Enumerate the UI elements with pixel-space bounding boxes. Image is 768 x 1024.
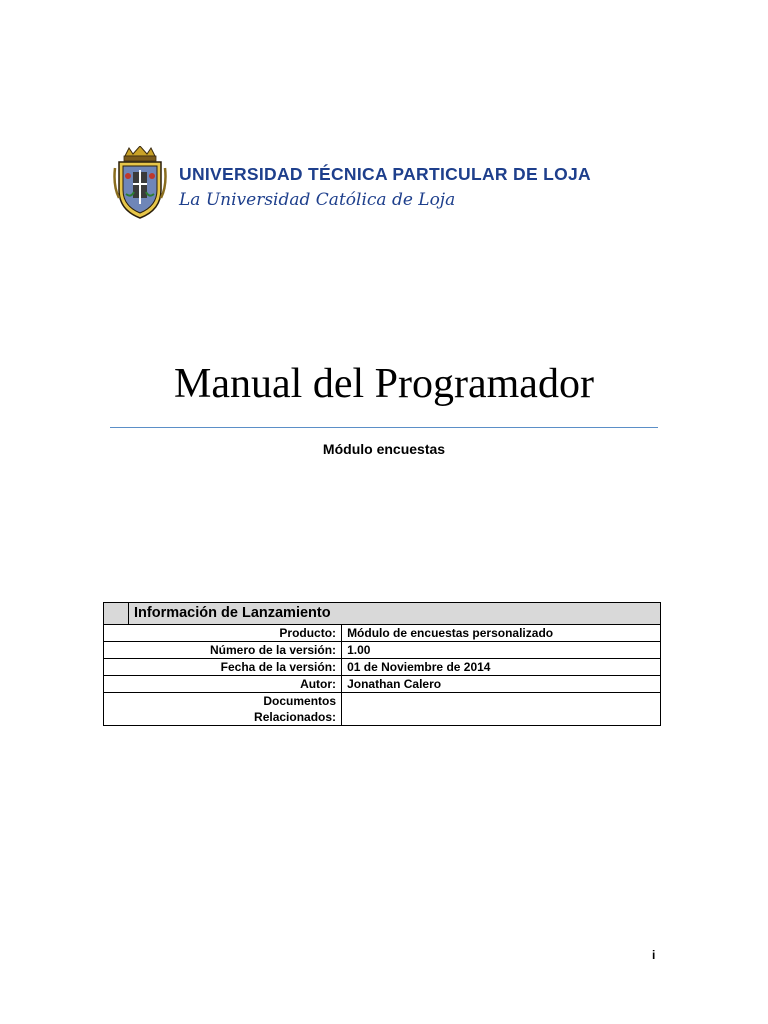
table-row <box>104 693 661 726</box>
title-divider <box>110 427 658 428</box>
release-info-table <box>103 602 661 726</box>
university-tagline: La Universidad Católica de Loja <box>179 190 456 210</box>
related-docs-value <box>342 693 661 726</box>
table-row <box>104 642 661 659</box>
product-label: Producto: <box>104 625 342 642</box>
related-docs-label-line1: Documentos <box>263 694 337 708</box>
related-docs-label-line2: Relacionados: <box>254 710 337 724</box>
university-crest-icon <box>113 146 167 220</box>
table-row <box>104 659 661 676</box>
release-info-header-spacer <box>104 603 129 625</box>
version-number-value: 1.00 <box>342 642 661 659</box>
document-subtitle: Módulo encuestas <box>322 441 446 457</box>
release-info-header-row <box>104 603 661 625</box>
page-number: i <box>652 948 656 962</box>
document-title: Manual del Programador <box>174 361 594 407</box>
product-value: Módulo de encuestas personalizado <box>342 625 661 642</box>
university-name: UNIVERSIDAD TÉCNICA PARTICULAR DE LOJA <box>179 164 591 184</box>
author-label: Autor: <box>104 676 342 693</box>
university-header <box>113 146 659 222</box>
version-date-label: Fecha de la versión: <box>104 659 342 676</box>
version-number-label: Número de la versión: <box>104 642 342 659</box>
table-row <box>104 676 661 693</box>
table-row <box>104 625 661 642</box>
release-info-heading: Información de Lanzamiento <box>129 603 661 625</box>
author-value: Jonathan Calero <box>342 676 661 693</box>
version-date-value: 01 de Noviembre de 2014 <box>342 659 661 676</box>
related-docs-label <box>104 693 342 726</box>
